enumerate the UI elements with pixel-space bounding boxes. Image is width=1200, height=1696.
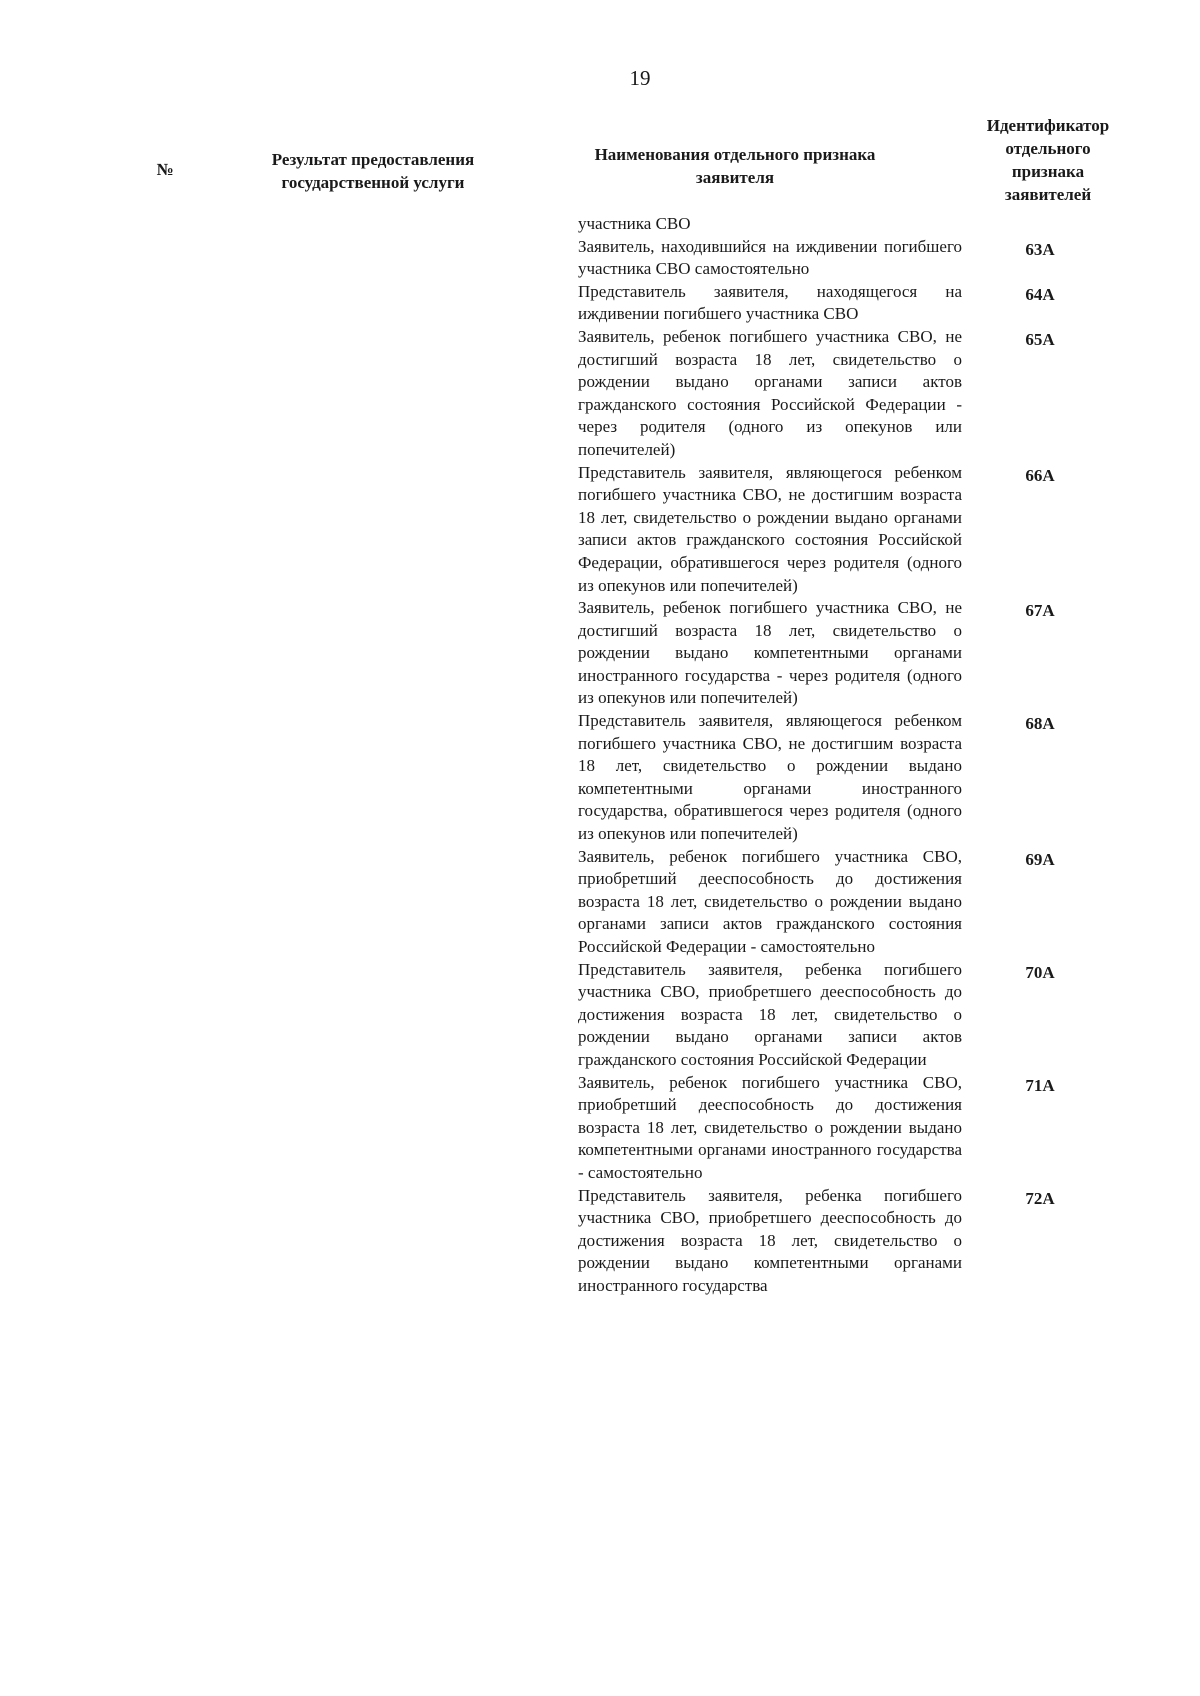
row-attribute-text: участника СВО: [578, 214, 691, 233]
row-attribute-text: Заявитель, ребенок погибшего участника СВО, приобретший дееспособность до достижения возраста 18 лет, свидетельство о рождении выдано компетентными органами иностранного государства - самостоятельно: [578, 1072, 962, 1182]
row-identifier: 71А: [1025, 1075, 1055, 1095]
column-header-identifier: Идентификатор отдельного признака заявителей: [986, 116, 1110, 204]
table-row: [578, 281, 1118, 326]
table-row: [578, 710, 1118, 846]
table-row: [578, 1072, 1118, 1185]
table-row: [578, 846, 1118, 959]
column-header-attribute-name: Наименования отдельного признака заявителя: [594, 145, 876, 187]
row-attribute-text: Заявитель, ребенок погибшего участника СВО, не достигший возраста 18 лет, свидетельство о рождении выдано органами записи актов гражданского состояния Российской Федерации - через родителя (одного из опекунов или попечителей): [578, 326, 962, 459]
row-attribute-text: Заявитель, ребенок погибшего участника СВО, приобретший дееспособность до достижения возраста 18 лет, свидетельство о рождении выдано органами записи актов гражданского состояния Российской Федерации - самостоятельно: [578, 846, 962, 956]
row-attribute-text: Представитель заявителя, находящегося на иждивении погибшего участника СВО: [578, 281, 962, 324]
row-identifier: 63А: [1025, 239, 1055, 259]
table-row: [578, 213, 1118, 236]
row-attribute-text: Представитель заявителя, являющегося ребенком погибшего участника СВО, не достигшим возраста 18 лет, свидетельство о рождении выдано компетентными органами иностранного государства, обратившегося через родителя (одного из опекунов или попечителей): [578, 711, 962, 844]
row-attribute-text: Представитель заявителя, ребенка погибшего участника СВО, приобретшего дееспособность до достижения возраста 18 лет, свидетельство о рождении выдано органами записи актов гражданского состояния Российской Федерации: [578, 959, 962, 1069]
row-attribute-text: Представитель заявителя, являющегося ребенком погибшего участника СВО, не достигшим возраста 18 лет, свидетельство о рождении выдано органами записи актов гражданского состояния Российской Федерации, обратившегося через родителя (одного из опекунов или попечителей): [578, 462, 962, 595]
row-identifier: 70А: [1025, 962, 1055, 982]
table-row: [578, 236, 1118, 281]
table-row: [578, 1185, 1118, 1298]
column-header-number: №: [156, 160, 174, 179]
row-identifier: [962, 213, 1112, 216]
table-row: [578, 597, 1118, 710]
table-body: [578, 213, 1118, 1298]
row-attribute-text: Представитель заявителя, ребенка погибшего участника СВО, приобретшего дееспособность до достижения возраста 18 лет, свидетельство о рождении выдано компетентными органами иностранного государства: [578, 1185, 962, 1295]
row-identifier: 66А: [1025, 465, 1055, 485]
row-identifier: 64А: [1025, 284, 1055, 304]
row-identifier: 67А: [1025, 601, 1055, 621]
row-identifier: 68А: [1025, 714, 1055, 734]
row-attribute-text: Заявитель, находившийся на иждивении погибшего участника СВО самостоятельно: [578, 236, 962, 279]
table-row: [578, 959, 1118, 1072]
row-identifier: 72А: [1025, 1188, 1055, 1208]
row-identifier: 69А: [1025, 849, 1055, 869]
page-number: 19: [629, 66, 651, 90]
row-attribute-text: Заявитель, ребенок погибшего участника СВО, не достигший возраста 18 лет, свидетельство о рождении выдано компетентными органами иностранного государства - через родителя (одного из опекунов или попечителей): [578, 598, 962, 708]
row-identifier: 65А: [1025, 329, 1055, 349]
table-row: [578, 462, 1118, 598]
table-row: [578, 326, 1118, 462]
column-header-result: Результат предоставления государственной услуги: [271, 150, 475, 192]
